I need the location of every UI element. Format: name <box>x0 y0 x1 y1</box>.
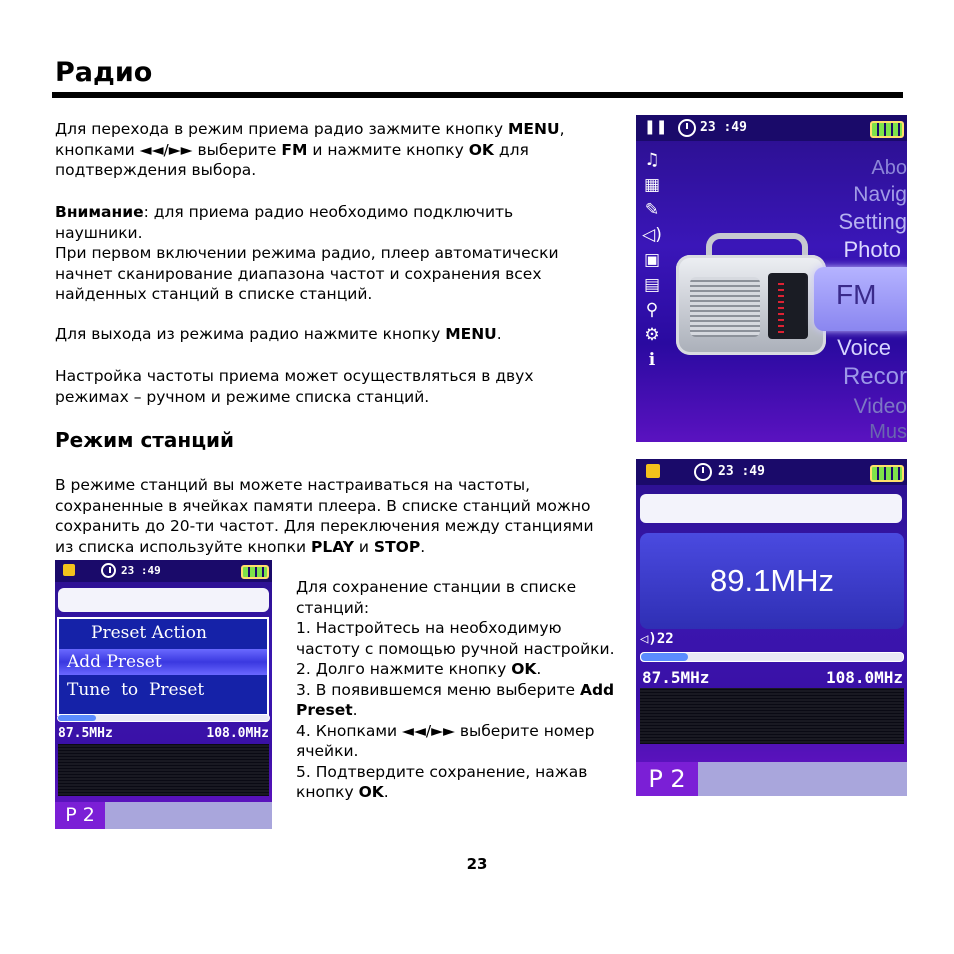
navigation-icon: ⚲ <box>645 300 659 320</box>
tuning-progress-fill <box>641 653 688 661</box>
preset-number: P 2 <box>55 802 105 829</box>
about-icon: ℹ <box>648 350 656 370</box>
clock-icon <box>678 119 696 137</box>
station-mode-paragraph: В режиме станций вы можете настраиваться на частоты, сохраненные в ячейках памяти плеера. В списке станций можно сохранить до 20-ти частот. Для переключения между станциями из списка используйте кнопки PLAY и STOP. <box>55 476 594 556</box>
exit-paragraph: Для выхода из режима радио нажмите кнопку MENU. <box>55 325 502 343</box>
tuning-modes-paragraph: Настройка частоты приема может осуществляться в двух режимах – ручном и режиме списка станций. <box>55 367 534 406</box>
step-3: 3. В появившемся меню выберите Add Preset. <box>296 680 615 719</box>
menu-item-record[interactable]: Recor <box>842 363 907 390</box>
menu-item-navigation[interactable]: Navig <box>853 183 907 206</box>
tune-to-preset-option[interactable] <box>59 677 267 703</box>
music-icon: ♫ <box>644 150 660 170</box>
volume-value: 22 <box>656 631 674 647</box>
menu-item-voice[interactable]: Voice <box>837 335 891 360</box>
pause-icon: ❚❚ <box>644 119 668 135</box>
status-time: 23 :49 <box>121 564 161 577</box>
volume-indicator <box>640 631 674 647</box>
intro-paragraph-1: Для перехода в режим приема радио зажмите кнопку MENU, кнопками ◄◄/►► выберите FM и нажмите кнопку OK для подтверждения выбора. <box>55 120 565 179</box>
menu-item-photo[interactable]: Photo <box>843 237 901 262</box>
title-rule <box>52 92 903 98</box>
mic-icon: ✎ <box>644 200 660 220</box>
battery-icon <box>241 565 269 579</box>
video-icon: ▦ <box>643 175 661 195</box>
menu-item-fm[interactable] <box>814 267 907 331</box>
steps-intro: Для сохранение станции в списке станций: <box>296 578 577 617</box>
step-1: 1. Настройтесь на необходимую частоту с помощью ручной настройки. <box>296 619 615 658</box>
status-time: 23 :49 <box>700 120 747 135</box>
radio-icon: ▣ <box>643 250 661 270</box>
range-min: 87.5MHz <box>642 668 710 687</box>
add-preset-option[interactable] <box>59 649 267 675</box>
menu-item-fm-label: FM <box>836 279 877 310</box>
station-name-field <box>640 494 902 523</box>
menu-side-icons <box>638 150 666 375</box>
page-title: Радио <box>55 57 153 88</box>
station-name-field <box>58 588 269 612</box>
menu-item-video[interactable]: Video <box>853 395 907 418</box>
radio-illustration <box>676 255 826 355</box>
fm-screenshot <box>636 459 907 796</box>
tuning-progress <box>640 652 904 662</box>
speaker-icon: ◁) <box>642 225 662 245</box>
status-bar <box>55 560 272 582</box>
step-4: 4. Кнопками ◄◄/►► выберите номер ячейки. <box>296 721 595 760</box>
add-preset-label: Add Preset <box>67 652 162 672</box>
status-time: 23 :49 <box>718 464 765 479</box>
menu-screenshot <box>636 115 907 442</box>
battery-icon <box>870 121 904 138</box>
range-max: 108.0MHz <box>206 726 269 741</box>
menu-item-music[interactable]: Mus <box>869 421 907 442</box>
step-2: 2. Долго нажмите кнопку OK. <box>296 660 542 678</box>
radio-speaker <box>690 277 760 337</box>
save-steps <box>296 577 616 803</box>
section-heading: Режим станций <box>55 428 235 452</box>
tune-to-preset-label: Tune to Preset <box>67 680 205 700</box>
page-number: 23 <box>466 855 488 873</box>
tuning-progress <box>57 714 270 722</box>
lock-icon <box>646 464 660 478</box>
preset-menu-title-text: Preset Action <box>91 623 207 643</box>
volume-icon: ◁) <box>640 631 657 647</box>
settings-icon: ⚙ <box>644 325 660 345</box>
clock-icon <box>101 563 116 578</box>
lock-icon <box>63 564 75 576</box>
range-max: 108.0MHz <box>825 668 903 687</box>
signal-visualizer <box>640 688 904 744</box>
frequency-display <box>640 533 904 629</box>
status-bar <box>636 459 907 485</box>
range-min: 87.5MHz <box>58 726 113 741</box>
radio-dial <box>768 273 808 339</box>
menu-item-settings[interactable]: Setting <box>838 209 907 234</box>
warning-paragraph: Внимание: для приема радио необходимо подключить наушники. <box>55 203 514 242</box>
step-5: 5. Подтвердите сохранение, нажав кнопку OK. <box>296 762 588 801</box>
menu-item-about[interactable]: Abo <box>871 157 907 179</box>
autoscan-paragraph: При первом включении режима радио, плеер автоматически начнет сканирование диапазона частот и сохранения всех найденных станций в списке станций. <box>55 244 559 303</box>
battery-icon <box>870 465 904 482</box>
preset-screenshot <box>55 560 272 829</box>
status-bar <box>636 115 907 141</box>
preset-menu-title <box>59 621 267 647</box>
signal-visualizer <box>58 744 269 796</box>
photo-icon: ▤ <box>643 275 661 295</box>
tuning-progress-fill <box>58 715 96 721</box>
preset-action-menu <box>57 617 269 716</box>
frequency-value: 89.1MHz <box>710 563 835 598</box>
preset-number: P 2 <box>636 762 698 796</box>
clock-icon <box>694 463 712 481</box>
